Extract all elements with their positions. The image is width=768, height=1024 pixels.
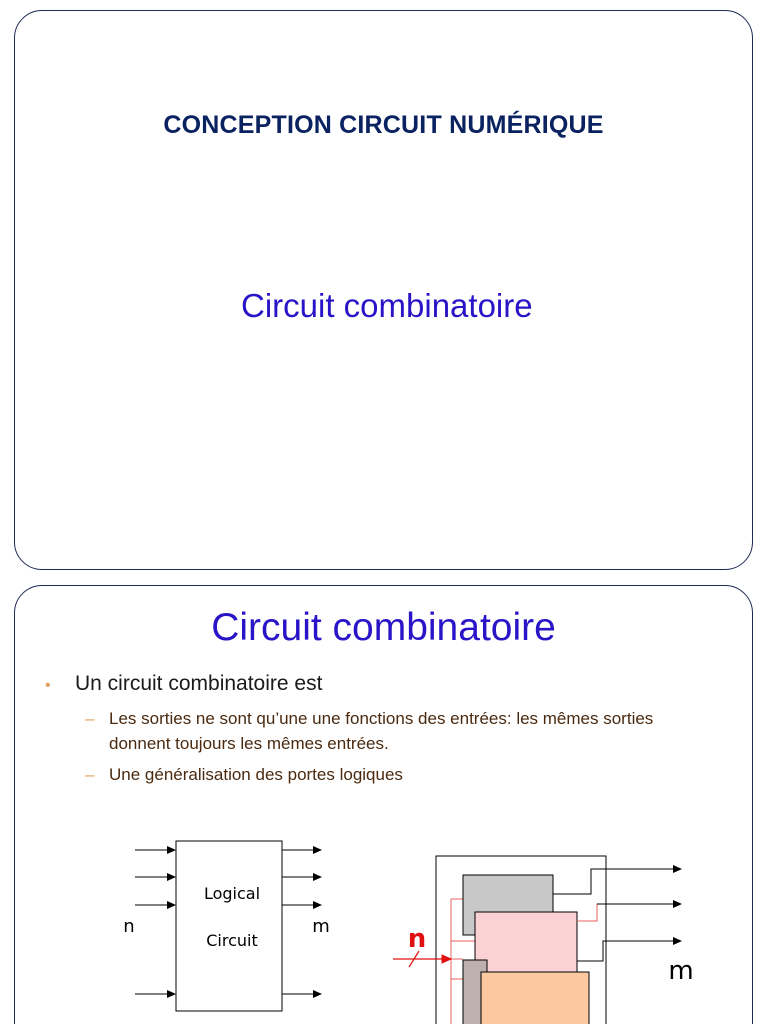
slide-subtitle: Circuit combinatoire xyxy=(241,287,533,324)
slide-title: Circuit combinatoire xyxy=(211,606,556,649)
stacked-circuit-diagram xyxy=(375,851,695,1024)
sub-bullet-item xyxy=(85,762,685,787)
input-count-label: n xyxy=(123,916,135,937)
bullet-dot-icon: • xyxy=(45,677,51,694)
sub-circuit-block xyxy=(481,972,589,1024)
output-count-label: m xyxy=(668,956,694,986)
sub-bullet-text: Une généralisation des portes logiques xyxy=(109,765,403,784)
bullet-item xyxy=(45,672,322,696)
course-title: CONCEPTION CIRCUIT NUMÉRIQUE xyxy=(163,111,604,139)
dash-icon: – xyxy=(85,709,95,728)
title-slide xyxy=(14,10,753,570)
content-slide xyxy=(14,585,753,1024)
logical-circuit-diagram xyxy=(115,826,355,1024)
bullet-text: Un circuit combinatoire est xyxy=(75,672,323,695)
box-label-line1: Logical xyxy=(203,884,261,903)
sub-bullet-item xyxy=(85,706,685,756)
dash-icon: – xyxy=(85,765,95,784)
box-label-line2: Circuit xyxy=(206,931,258,950)
output-count-label: m xyxy=(312,916,330,937)
sub-bullet-text: Les sorties ne sont qu’une une fonctions des entrées: les mêmes sorties donnent toujours les mêmes entrées. xyxy=(109,709,654,753)
logical-circuit-box xyxy=(176,841,282,1011)
input-count-label: n xyxy=(407,924,427,954)
